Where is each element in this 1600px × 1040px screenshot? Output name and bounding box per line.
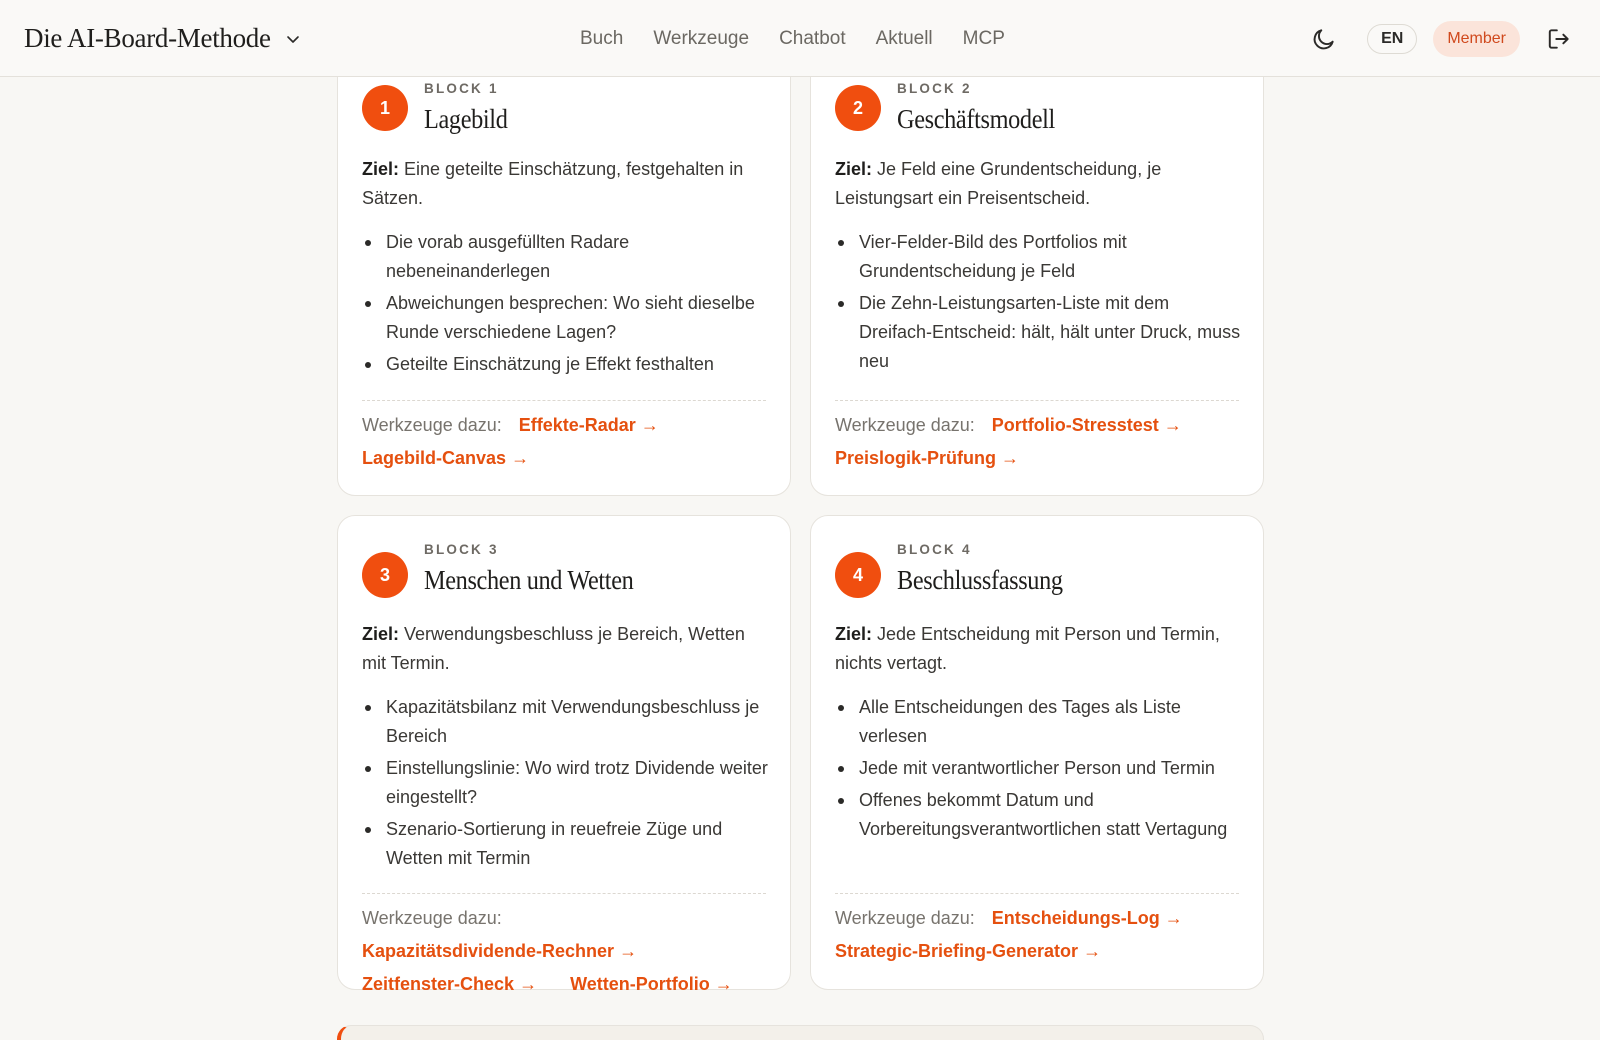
divider	[835, 400, 1239, 401]
logout-icon[interactable]	[1546, 26, 1572, 52]
list-item: Abweichungen besprechen: Wo sieht dieselbe Runde verschiedene Lagen?	[362, 289, 772, 347]
tool-link-entscheidungs-log[interactable]: Entscheidungs-Log →	[991, 908, 1183, 928]
tools-label: Werkzeuge dazu:	[835, 415, 975, 435]
divider	[835, 893, 1239, 894]
block-card-4	[810, 515, 1264, 990]
nav-werkzeuge[interactable]: Werkzeuge	[653, 27, 750, 49]
nav-mcp[interactable]: MCP	[962, 27, 1005, 49]
tools-row	[835, 409, 1245, 475]
tool-link-lagebild-canvas[interactable]: Lagebild-Canvas →	[362, 448, 530, 468]
list-item: Kapazitätsbilanz mit Verwendungsbeschluss je Bereich	[362, 693, 772, 751]
block-header	[835, 81, 1072, 135]
arrow-right-icon: →	[1083, 941, 1102, 961]
tools-label: Werkzeuge dazu:	[835, 908, 975, 928]
list-item: Offenes bekommt Datum und Vorbereitungsverantwortlichen statt Vertagung	[835, 786, 1245, 844]
nav-chatbot[interactable]: Chatbot	[779, 27, 846, 49]
block-goal: Ziel: Verwendungsbeschluss je Bereich, Wetten mit Termin.	[362, 624, 745, 673]
block-label: BLOCK 4	[897, 542, 972, 557]
tool-link-zeitfenster-check[interactable]: Zeitfenster-Check →	[362, 974, 538, 994]
block-number-badge: 4	[835, 552, 881, 598]
block-title: Geschäftsmodell	[897, 104, 1055, 134]
nav-aktuell[interactable]: Aktuell	[875, 27, 933, 49]
member-button[interactable]: Member	[1433, 21, 1520, 57]
top-header	[0, 0, 1600, 77]
tool-link-strategic-briefing-generator[interactable]: Strategic-Briefing-Generator →	[835, 941, 1102, 961]
block-number-badge: 3	[362, 552, 408, 598]
block-card-1	[337, 27, 791, 496]
language-toggle[interactable]: EN	[1367, 24, 1417, 54]
next-section-card	[337, 1025, 1264, 1040]
block-header	[362, 81, 517, 135]
block-list	[835, 693, 1245, 847]
block-goal: Ziel: Je Feld eine Grundentscheidung, je Leistungsart ein Preisentscheid.	[835, 159, 1162, 208]
block-header	[362, 542, 657, 598]
list-item: Die vorab ausgefüllten Radare nebeneinanderlegen	[362, 228, 772, 286]
block-title: Beschlussfassung	[897, 565, 1063, 595]
block-label: BLOCK 3	[424, 542, 499, 557]
brand-title: Die AI-Board-Methode	[24, 23, 271, 53]
arrow-right-icon: →	[1001, 448, 1020, 468]
block-goal: Ziel: Eine geteilte Einschätzung, festgehalten in Sätzen.	[362, 159, 744, 208]
chevron-down-icon	[285, 31, 301, 47]
list-item: Einstellungslinie: Wo wird trotz Dividende weiter eingestellt?	[362, 754, 772, 812]
arrow-right-icon: →	[511, 448, 530, 468]
block-title: Menschen und Wetten	[424, 565, 634, 595]
tool-link-kapazitaetsdividende-rechner[interactable]: Kapazitätsdividende-Rechner →	[362, 941, 638, 961]
divider	[362, 893, 766, 894]
tool-link-wetten-portfolio[interactable]: Wetten-Portfolio →	[570, 974, 733, 994]
block-label: BLOCK 1	[424, 81, 499, 96]
block-goal: Ziel: Jede Entscheidung mit Person und Termin, nichts vertagt.	[835, 624, 1220, 673]
arrow-right-icon: →	[519, 974, 538, 994]
arrow-right-icon: →	[714, 974, 733, 994]
block-list	[362, 228, 772, 382]
block-list	[835, 228, 1245, 379]
tools-label: Werkzeuge dazu:	[362, 908, 502, 928]
brand-menu[interactable]	[24, 0, 301, 77]
tools-row	[835, 902, 1245, 968]
nav-buch[interactable]: Buch	[580, 27, 624, 49]
main-nav	[580, 0, 1005, 77]
tool-link-preislogik-pruefung[interactable]: Preislogik-Prüfung →	[835, 448, 1020, 468]
list-item: Alle Entscheidungen des Tages als Liste verlesen	[835, 693, 1245, 751]
block-title: Lagebild	[424, 104, 508, 134]
block-number-badge: 1	[362, 85, 408, 131]
divider	[362, 400, 766, 401]
arrow-right-icon: →	[640, 415, 659, 435]
block-list	[362, 693, 772, 876]
tools-row	[362, 902, 772, 1001]
list-item: Szenario-Sortierung in reuefreie Züge und Wetten mit Termin	[362, 815, 772, 873]
arrow-right-icon: →	[1164, 908, 1183, 928]
header-actions	[1311, 0, 1572, 77]
block-card-3	[337, 515, 791, 994]
block-label: BLOCK 2	[897, 81, 972, 96]
list-item: Die Zehn-Leistungsarten-Liste mit dem Dreifach-Entscheid: hält, hält unter Druck, muss neu	[835, 289, 1245, 376]
moon-icon[interactable]	[1311, 26, 1337, 52]
tools-label: Werkzeuge dazu:	[362, 415, 502, 435]
tool-link-effekte-radar[interactable]: Effekte-Radar →	[518, 415, 659, 435]
list-item: Geteilte Einschätzung je Effekt festhalten	[362, 350, 772, 379]
block-number-badge: 2	[835, 85, 881, 131]
block-header	[835, 542, 1081, 598]
list-item: Vier-Felder-Bild des Portfolios mit Grundentscheidung je Feld	[835, 228, 1245, 286]
arrow-right-icon: →	[1163, 415, 1182, 435]
arrow-right-icon: →	[619, 941, 638, 961]
list-item: Jede mit verantwortlicher Person und Termin	[835, 754, 1245, 783]
tools-row	[362, 409, 772, 475]
tool-link-portfolio-stresstest[interactable]: Portfolio-Stresstest →	[991, 415, 1182, 435]
